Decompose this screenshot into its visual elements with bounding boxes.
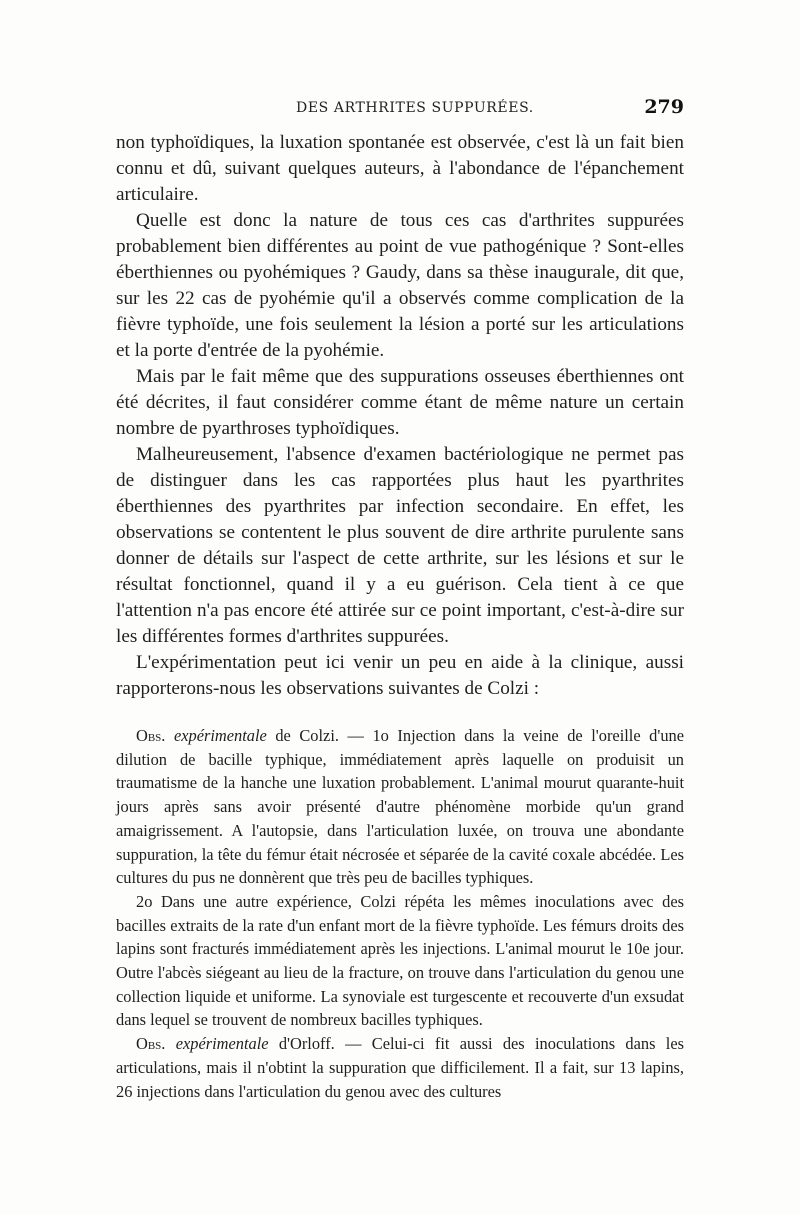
paragraph-1: non typhoïdiques, la luxation spontanée est observée, c'est là un fait bien connu et dû, suivant quelques auteurs, à l'abondance de l'épanchement articulaire. [116, 132, 684, 205]
obs-text: de Colzi. — 1o Injection dans la veine de l'oreille d'une dilution de bacille typhique, immédiatement après laquelle on produisit un traumatisme de la hanche une luxation probablement. L'animal mourut quarante-huit jours après sans avoir présenté d'autre phénomène morbide qu'un grand amaigrissement. A l'autopsie, dans l'articulation luxée, on trouva une abondante suppuration, la tête du fémur était nécrosée et séparée de la cavité coxale abcédée. Les cultures du pus ne donnèrent que très peu de bacilles typhiques. [116, 726, 684, 888]
paragraph-3: Mais par le fait même que des suppurations osseuses éberthiennes ont été décrites, il faut considérer comme étant de même nature un certain nombre de pyarthroses typhoïdiques. [116, 366, 684, 439]
page-number: 279 [644, 96, 684, 118]
page-header [116, 96, 684, 126]
obs-label: Obs. [136, 1034, 166, 1054]
observation-orloff [116, 1032, 684, 1103]
paragraph-5: L'expérimentation peut ici venir un peu en aide à la clinique, aussi rapporterons-nous les observations suivantes de Colzi : [116, 652, 684, 699]
body-text [116, 130, 684, 1103]
obs-text: d'Orloff. — Celui-ci fit aussi des inoculations dans les articulations, mais il n'obtint la suppuration que difficilement. Il a fait, sur 13 lapins, 26 injections dans l'articulation du genou avec des cultures [116, 1034, 684, 1101]
obs-label: Obs. [136, 726, 166, 745]
running-head: DES ARTHRITES SUPPURÉES. [296, 100, 534, 116]
paragraph-2: Quelle est donc la nature de tous ces cas d'arthrites suppurées probablement bien différentes au point de vue pathogénique ? Sont-elles éberthiennes ou pyohémiques ? Gaudy, dans sa thèse inaugurale, dit que, sur les 22 cas de pyohémie qu'il a observés comme complication de la fièvre typhoïde, une fois seulement la lésion a porté sur les articulations et la porte d'entrée de la pyohémie. [116, 210, 684, 361]
paragraph-4: Malheureusement, l'absence d'examen bactériologique ne permet pas de distinguer dans les cas rapportées plus haut les pyarthrites éberthiennes des pyarthrites par infection secondaire. En effet, les observations se contentent le plus souvent de dire arthrite purulente sans donner de détails sur l'aspect de cette arthrite, sur les lésions et sur le résultat fonctionnel, quand il y a eu guérison. Cela tient à ce que l'attention n'a pas encore été attirée sur ce point important, c'est-à-dire sur les différentes formes d'arthrites suppurées. [116, 444, 684, 647]
observation-colzi-2: 2o Dans une autre expérience, Colzi répéta les mêmes inoculations avec des bacilles extraits de la rate d'un enfant mort de la fièvre typhoïde. Les fémurs droits des lapins sont fracturés immédiatement après les injections. L'animal mourut le 10e jour. Outre l'abcès siégeant au lieu de la fracture, on trouve dans l'articulation du genou une collection liquide et uniforme. La synoviale est turgescente et recouverte d'un exsudat dans lequel se trouvent de nombreux bacilles typhiques. [116, 891, 684, 1030]
section-gap [116, 702, 684, 724]
observation-colzi-1 [116, 724, 684, 890]
obs-qualifier: expérimentale [173, 726, 267, 745]
obs-qualifier: expérimentale [175, 1034, 269, 1054]
